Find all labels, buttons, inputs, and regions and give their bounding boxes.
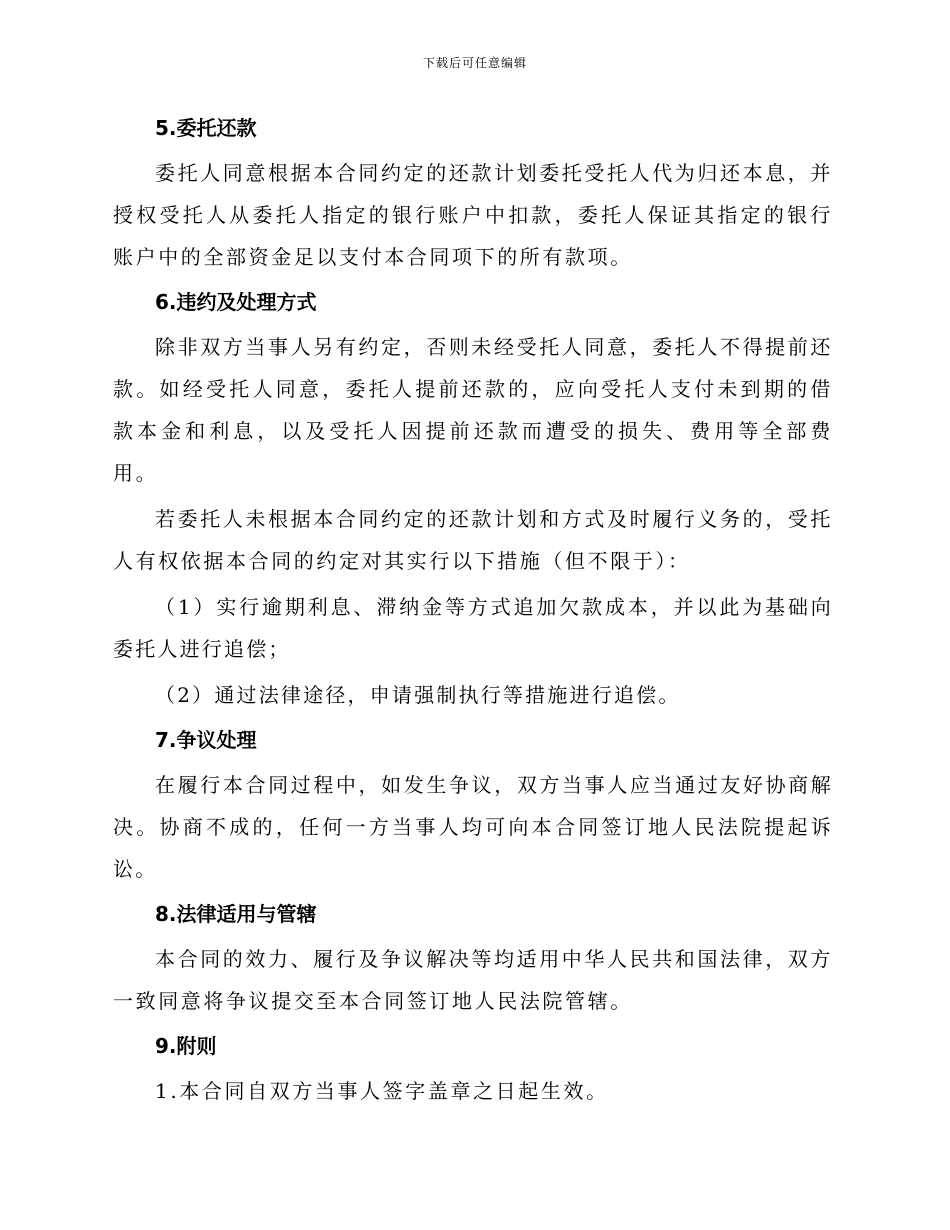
section-heading: 8.法律适用与管辖 xyxy=(155,902,317,926)
section-heading: 7.争议处理 xyxy=(155,728,257,752)
paragraph: 除非双方当事人另有约定，否则未经受托人同意，委托人不得提前还款。如经受托人同意，委托人提前还款的，应向受托人支付未到期的借款本金和利息，以及受托人因提前还款而遭受的损失、费用等全部费用。 xyxy=(113,335,833,485)
section-entrusted-repayment xyxy=(113,108,833,278)
section-heading: 5.委托还款 xyxy=(155,116,257,140)
section-heading: 6.违约及处理方式 xyxy=(155,290,317,314)
page-header-note: 下载后可任意编辑 xyxy=(422,56,527,70)
list-item: （2）通过法律途径，申请强制执行等措施进行追偿。 xyxy=(155,683,681,707)
list-item: （1）实行逾期利息、滞纳金等方式追加欠款成本，并以此为基础向委托人进行追偿； xyxy=(113,595,833,661)
paragraph: 本合同的效力、履行及争议解决等均适用中华人民共和国法律，双方一致同意将争议提交至本合同签订地人民法院管辖。 xyxy=(113,947,833,1013)
paragraph: 1.本合同自双方当事人签字盖章之日起生效。 xyxy=(155,1079,609,1103)
paragraph: 若委托人未根据本合同约定的还款计划和方式及时履行义务的，受托人有权依据本合同的约定对其实行以下措施（但不限于）： xyxy=(113,507,833,573)
paragraph: 委托人同意根据本合同约定的还款计划委托受托人代为归还本息，并授权受托人从委托人指定的银行账户中扣款，委托人保证其指定的银行账户中的全部资金足以支付本合同项下的所有款项。 xyxy=(113,161,833,269)
section-heading: 9.附则 xyxy=(155,1034,217,1058)
document-body xyxy=(113,108,833,1116)
paragraph: 在履行本合同过程中，如发生争议，双方当事人应当通过友好协商解决。协商不成的，任何一方当事人均可向本合同签订地人民法院提起诉讼。 xyxy=(113,773,833,881)
section-supplementary xyxy=(113,1026,833,1112)
section-governing-law xyxy=(113,894,833,1022)
section-breach-handling xyxy=(113,282,833,716)
section-dispute-resolution xyxy=(113,720,833,890)
